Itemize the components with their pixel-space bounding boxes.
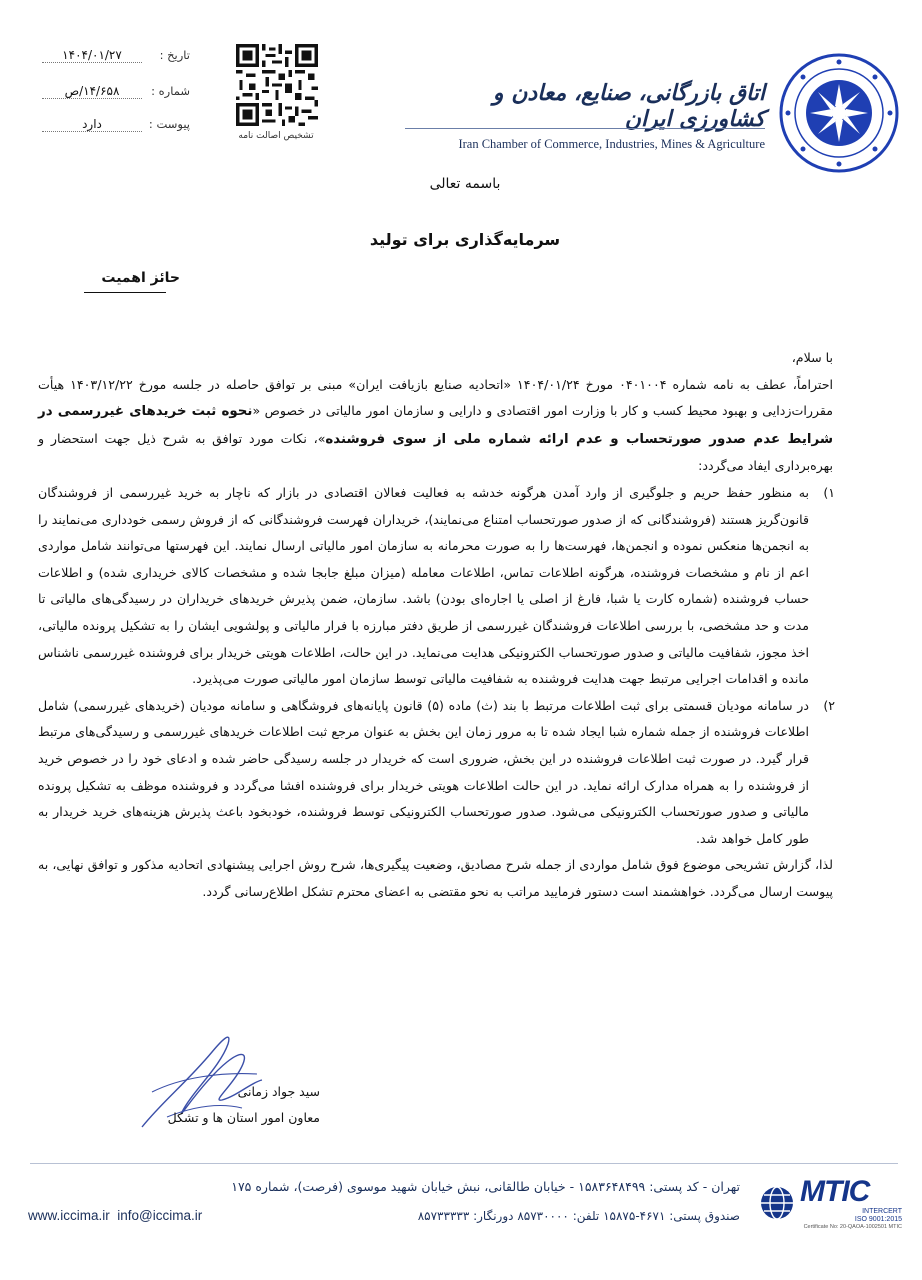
qr-code-icon[interactable] bbox=[236, 44, 318, 126]
footer-divider bbox=[30, 1163, 898, 1164]
date-label: تاریخ : bbox=[159, 48, 190, 62]
cert-sub1: INTERCERT bbox=[862, 1208, 902, 1215]
letter-number bbox=[30, 84, 190, 99]
cert-sub bbox=[822, 1208, 902, 1224]
signer-title: معاون امور استان ها و تشکل bbox=[167, 1110, 320, 1125]
footer-address: تهران - کد پستی: ۱۵۸۳۶۴۸۴۹۹ - خیابان طالقانی، نبش خیابان شهید موسوی (فرصت)، شماره ۱۷۵ bbox=[231, 1179, 740, 1194]
footer-web bbox=[28, 1208, 278, 1223]
item-text-2: در سامانه مودیان قسمتی برای ثبت اطلاعات مرتبط با بند (ث) ماده (۵) قانون پایانه‌های فروشگاهی و سامانه مودیان (خریدهای غیررسمی) شامل اطلاعات فروشنده از جمله شماره شبا ایجاد شده تا به مرور زمان این بخش به عنوان مرجع ثبت اطلاعات خریدهای غیررسمی و رسیدگی‌های مرتبط قرار گیرد. در صورت ثبت اطلاعات فروشنده در این بخش، ضروری است که خریدار در جلسه رسیدگی حاضر شده و ادعای خود را در خصوص خرید از فروشنده را به همراه مدارک ارائه نماید. در این حالت اطلاعات هویتی خریدار برای فروشنده افشا می‌گردد و فروشنده موظف به تشکیل پرونده مالیاتی و صدور صورتحساب الکترونیکی می‌شود. صدور صورتحساب الکترونیکی توسط فروشنده، خودبخود باعث پذیرش هزینه‌های خرید خریدار به طور کامل خواهد شد. bbox=[38, 697, 809, 846]
number-label: شماره : bbox=[151, 84, 190, 98]
org-name-persian: اتاق بازرگانی، صنایع، معادن و کشاورزی ایران bbox=[492, 80, 765, 132]
bismillah-heading: باسمه تعالی bbox=[429, 176, 501, 192]
footer-contact: صندوق پستی: ۴۶۷۱-۱۵۸۷۵ تلفن: ۸۵۷۳۰۰۰۰ دورنگار: ۸۵۷۳۳۳۳۳ bbox=[417, 1209, 740, 1223]
attachment-label: پیوست : bbox=[148, 117, 190, 131]
intro-paragraph bbox=[38, 372, 833, 480]
cert-sub2: ISO 9001:2015 bbox=[854, 1216, 902, 1223]
item-number-2: ۲) bbox=[823, 697, 835, 713]
cert-number: Certificate No: 20-QAOA-1002501 MTIC bbox=[803, 1224, 902, 1230]
chamber-emblem-icon bbox=[778, 52, 900, 174]
intro-text-2: »، نکات مورد توافق به شرح ذیل جهت استحضار و بهره‌برداری ایفاد می‌گردد: bbox=[38, 430, 833, 474]
qr-caption: تشخیص اصالت نامه bbox=[238, 131, 314, 141]
number-value: ۱۴/۶۵۸/ص bbox=[42, 84, 142, 99]
intro-text-1: احتراماً، عطف به نامه شماره ۰۴۰۱۰۰۴ مورخ ۱۴۰۴/۰۱/۲۴ «اتحادیه صنایع بازیافت ایران» مبنی بر توافق حاصله در جلسه مورخ ۱۴۰۳/۱۲/۲۲ هیأت مقررات‌زدایی و بهبود محیط کسب و کار با وزارت امور اقتصادی و دارایی و سازمان امور مالیاتی در خصوص « bbox=[38, 376, 833, 419]
year-slogan: سرمایه‌گذاری برای تولید bbox=[369, 230, 561, 249]
item-number-1: ۱) bbox=[823, 484, 835, 500]
greeting: با سلام، bbox=[791, 350, 833, 365]
importance-underline bbox=[84, 292, 166, 293]
letter-attachment bbox=[30, 117, 190, 132]
header-divider bbox=[405, 128, 765, 129]
closing-paragraph: لذا، گزارش تشریحی موضوع فوق شامل مواردی از جمله شرح مصادیق، وضعیت پیگیری‌ها، شرح روش اجرایی پیشنهادی اتحادیه مذکور و توافق نهایی، به پیوست ارسال می‌گردد. خواهشمند است دستور فرمایید مراتب به نحو مقتضی به اعضای محترم تشکل اطلاع‌رسانی گردد. bbox=[38, 857, 833, 899]
list-item-2 bbox=[38, 693, 833, 853]
intro-subject: نحوه ثبت خریدهای غیررسمی در شرایط عدم صدور صورتحساب و عدم ارائه شماره ملی از سوی فروشنده bbox=[38, 404, 834, 447]
letter-date bbox=[30, 48, 190, 63]
item-text-1: به منظور حفظ حریم و جلوگیری از وارد آمدن هرگونه خدشه به فعالیت فعالان اقتصادی در بازار که ناچار به خرید غیررسمی از فروشندگان قانون‌گریز هستند (فروشندگانی که از صدور صورتحساب امتناع می‌نمایند)، خریداران فهرست فروشندگانی که از فروش رسمی خودداری می‌نمایند را به انجمن‌ها منعکس نموده و انجمن‌ها، فهرست‌ها را به صورت محرمانه به سازمان امور مالیاتی ارسال نمایند. این فهرستها می‌توانند شامل مواردی اعم از نام و مشخصات فروشنده، هرگونه اطلاعات تماس، اطلاعات معامله (میزان مبلغ جابجا شده و مشخصات کالای خریداری شده) و اطلاعات حساب فروشنده (شماره کارت یا شبا، فارغ از اصلی یا اجاره‌ای بودن) باشد. سازمان، ضمن پذیرش خریدهای خریداران در رسیدگی‌های مالیاتی تا مدت و حد مشخصی، با بررسی اطلاعات فروشندگان غیررسمی از طریق دفتر مبارزه با فرار مالیاتی و پولشویی ایشان را به تشکیل پرونده مالیاتی، اخذ مجوز، شفافیت مالیاتی و صدور صورتحساب الکترونیکی هدایت می‌نماید. در این حالت، اطلاعات هویتی خریدار برای فروشنده غیررسمی ناشناس مانده و اقدامات اجرایی مرتبط جهت هدایت فروشنده به شفافیت مالیاتی توسط سازمان امور مالیاتی صورت می‌پذیرد. bbox=[38, 484, 809, 687]
cert-brand: MTIC bbox=[800, 1175, 870, 1208]
importance-label: حائز اهمیت bbox=[101, 270, 180, 286]
website-link[interactable]: www.iccima.ir bbox=[28, 1208, 110, 1223]
email-link[interactable]: info@iccima.ir bbox=[117, 1208, 203, 1223]
attachment-value: دارد bbox=[42, 117, 142, 132]
date-value: ۱۴۰۴/۰۱/۲۷ bbox=[42, 48, 142, 63]
list-item-1 bbox=[38, 480, 833, 693]
letter-body bbox=[38, 345, 833, 905]
signer-name: سید جواد زمانی bbox=[237, 1084, 320, 1099]
org-name-english: Iran Chamber of Commerce, Industries, Mines & Agriculture bbox=[458, 137, 765, 151]
